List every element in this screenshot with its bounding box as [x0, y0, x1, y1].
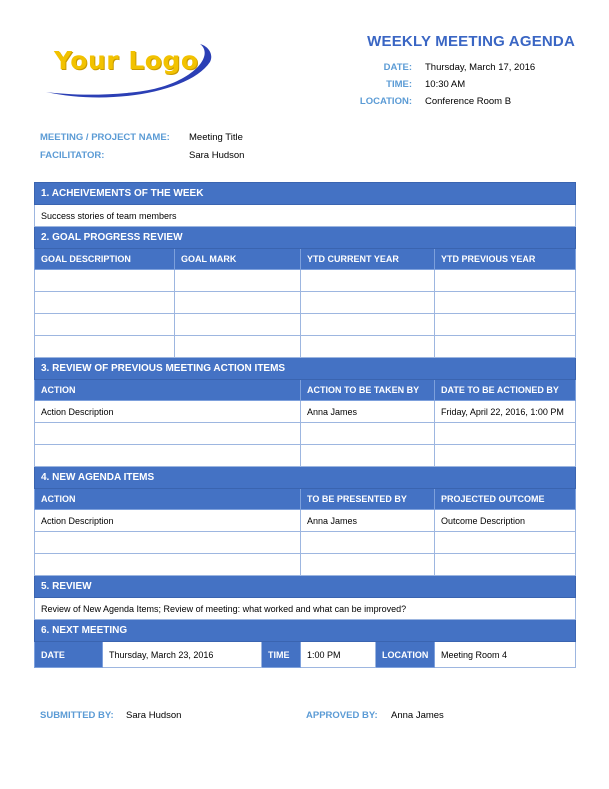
table-cell[interactable] — [435, 423, 576, 445]
table-cell[interactable] — [301, 292, 435, 314]
table-cell[interactable] — [175, 314, 301, 336]
next-location-value[interactable]: Meeting Room 4 — [435, 642, 576, 668]
table-cell[interactable] — [435, 445, 576, 467]
header-location-value: Conference Room B — [425, 96, 512, 107]
facilitator-label: FACILITATOR: — [40, 150, 105, 161]
action-cell[interactable]: Action Description — [35, 510, 301, 532]
next-time-label: TIME — [262, 642, 301, 668]
column-header: YTD PREVIOUS YEAR — [435, 249, 576, 270]
new-items-column-headers — [35, 489, 576, 510]
next-date-label: DATE — [35, 642, 103, 668]
table-row — [35, 554, 576, 576]
header-time-label: TIME: — [386, 79, 412, 90]
table-row — [35, 314, 576, 336]
due-date-cell[interactable]: Friday, April 22, 2016, 1:00 PM — [435, 401, 576, 423]
column-header: TO BE PRESENTED BY — [301, 489, 435, 510]
achievements-text: Success stories of team members — [35, 205, 576, 227]
submitted-by-label: SUBMITTED BY: — [40, 710, 114, 721]
section-title: 4. NEW AGENDA ITEMS — [35, 467, 576, 489]
column-header: PROJECTED OUTCOME — [435, 489, 576, 510]
approved-by-label: APPROVED BY: — [306, 710, 378, 721]
section-title: 3. REVIEW OF PREVIOUS MEETING ACTION ITEMS — [35, 358, 576, 380]
column-header: YTD CURRENT YEAR — [301, 249, 435, 270]
table-row — [35, 423, 576, 445]
column-header: DATE TO BE ACTIONED BY — [435, 380, 576, 401]
table-cell[interactable] — [435, 336, 576, 358]
column-header: ACTION TO BE TAKEN BY — [301, 380, 435, 401]
table-row — [35, 270, 576, 292]
logo-text: Your Logo — [54, 46, 199, 75]
column-header: GOAL DESCRIPTION — [35, 249, 175, 270]
table-row — [35, 532, 576, 554]
section-review-header — [35, 576, 576, 598]
submitted-by-row — [40, 710, 290, 724]
previous-actions-column-headers — [35, 380, 576, 401]
column-header: GOAL MARK — [175, 249, 301, 270]
table-cell[interactable] — [301, 554, 435, 576]
table-cell[interactable] — [35, 554, 301, 576]
section-goals-header — [35, 227, 576, 249]
owner-cell[interactable]: Anna James — [301, 401, 435, 423]
table-cell[interactable] — [301, 314, 435, 336]
table-row — [35, 401, 576, 423]
document-title: WEEKLY MEETING AGENDA — [367, 33, 575, 50]
presenter-cell[interactable]: Anna James — [301, 510, 435, 532]
table-row — [35, 445, 576, 467]
header-date-label: DATE: — [383, 62, 412, 73]
facilitator-value: Sara Hudson — [189, 150, 245, 161]
table-cell[interactable] — [35, 445, 301, 467]
goals-column-headers — [35, 249, 576, 270]
header-location-label: LOCATION: — [359, 96, 412, 107]
table-cell[interactable] — [35, 292, 175, 314]
section-achievements-header — [35, 183, 576, 205]
project-name-value: Meeting Title — [189, 132, 243, 143]
action-cell[interactable]: Action Description — [35, 401, 301, 423]
table-cell[interactable] — [301, 445, 435, 467]
header-time-value: 10:30 AM — [425, 79, 466, 90]
table-cell[interactable] — [435, 554, 576, 576]
achievements-row — [35, 205, 576, 227]
section-title: 2. GOAL PROGRESS REVIEW — [35, 227, 576, 249]
table-row — [35, 292, 576, 314]
table-cell[interactable] — [301, 270, 435, 292]
section-title: 1. ACHEIVEMENTS OF THE WEEK — [35, 183, 576, 205]
submitted-by-value: Sara Hudson — [126, 710, 182, 721]
table-cell[interactable] — [35, 270, 175, 292]
table-cell[interactable] — [35, 423, 301, 445]
table-cell[interactable] — [301, 532, 435, 554]
section-title: 6. NEXT MEETING — [35, 620, 576, 642]
section-new-items-header — [35, 467, 576, 489]
header-time-row — [300, 79, 600, 95]
next-date-value[interactable]: Thursday, March 23, 2016 — [103, 642, 262, 668]
table-row — [35, 510, 576, 532]
table-cell[interactable] — [175, 292, 301, 314]
table-cell[interactable] — [301, 423, 435, 445]
section-next-meeting-header — [35, 620, 576, 642]
column-header: ACTION — [35, 489, 301, 510]
approved-by-value: Anna James — [391, 710, 444, 721]
header-location-row — [300, 96, 600, 112]
table-cell[interactable] — [435, 292, 576, 314]
next-location-label: LOCATION — [376, 642, 435, 668]
table-cell[interactable] — [35, 532, 301, 554]
project-name-label: MEETING / PROJECT NAME: — [40, 132, 170, 143]
table-cell[interactable] — [175, 270, 301, 292]
header-date-row — [300, 62, 600, 78]
table-cell[interactable] — [435, 270, 576, 292]
header-date-value: Thursday, March 17, 2016 — [425, 62, 536, 73]
table-cell[interactable] — [35, 314, 175, 336]
table-cell[interactable] — [435, 314, 576, 336]
review-row — [35, 598, 576, 620]
table-cell[interactable] — [435, 532, 576, 554]
logo — [40, 40, 230, 105]
approved-by-row — [306, 710, 556, 724]
agenda-table — [34, 182, 576, 668]
table-row — [35, 336, 576, 358]
table-cell[interactable] — [301, 336, 435, 358]
outcome-cell[interactable]: Outcome Description — [435, 510, 576, 532]
review-text: Review of New Agenda Items; Review of meeting: what worked and what can be improved? — [35, 598, 576, 620]
column-header: ACTION — [35, 380, 301, 401]
table-cell[interactable] — [35, 336, 175, 358]
next-time-value[interactable]: 1:00 PM — [301, 642, 376, 668]
table-cell[interactable] — [175, 336, 301, 358]
section-previous-actions-header — [35, 358, 576, 380]
section-title: 5. REVIEW — [35, 576, 576, 598]
next-meeting-row — [35, 642, 576, 668]
